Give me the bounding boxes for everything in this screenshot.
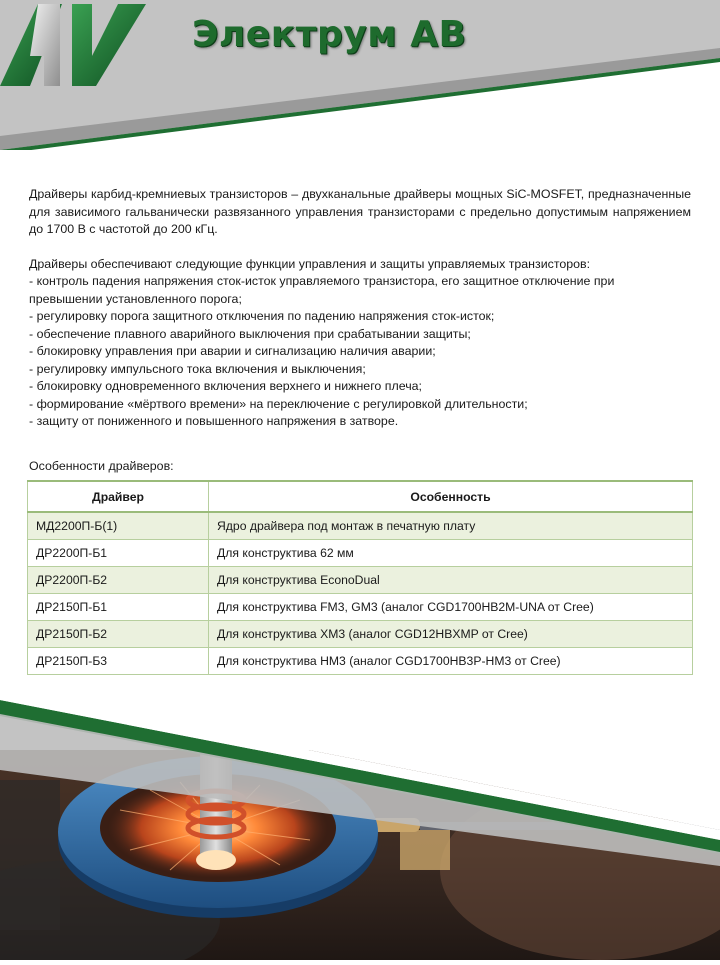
list-item: - обеспечение плавного аварийного выключения при срабатывании защиты;: [29, 326, 471, 341]
logo-icon: [0, 0, 150, 90]
driver-cell: МД2200П-Б(1): [28, 512, 209, 540]
driver-cell: ДР2150П-Б1: [28, 594, 209, 621]
table-row: [28, 621, 693, 648]
page-header: [0, 0, 720, 150]
features-table: [27, 480, 693, 675]
feature-cell: Для конструктива FM3, GM3 (аналог CGD1700HB2M-UNA от Cree): [209, 594, 693, 621]
feature-cell: Для конструктива 62 мм: [209, 540, 693, 567]
table-row: [28, 512, 693, 540]
table-row: [28, 594, 693, 621]
driver-cell: ДР2200П-Б1: [28, 540, 209, 567]
feature-cell: Ядро драйвера под монтаж в печатную плату: [209, 512, 693, 540]
list-item: - регулировку порога защитного отключения по падению напряжения сток-исток;: [29, 309, 495, 323]
main-content: [29, 186, 691, 431]
table-row: [28, 648, 693, 675]
list-item: - регулировку импульсного тока включения и выключения;: [29, 361, 366, 376]
list-item: - блокировку одновременного включения верхнего и нижнего плеча;: [29, 379, 422, 393]
list-item: - контроль падения напряжения сток-исток управляемого транзистора, его защитное отключение при превышении установленного порога;: [29, 274, 615, 306]
footer-banner: [0, 690, 720, 960]
driver-cell: ДР2150П-Б3: [28, 648, 209, 675]
driver-cell: ДР2150П-Б2: [28, 621, 209, 648]
column-header-driver: Драйвер: [28, 481, 209, 512]
induction-heating-image: [0, 690, 720, 960]
list-item: - формирование «мёртвого времени» на переключение с регулировкой длительности;: [29, 396, 528, 411]
feature-cell: Для конструктива XM3 (аналог CGD12HBXMP от Cree): [209, 621, 693, 648]
functions-list: [29, 273, 691, 431]
column-header-feature: Особенность: [209, 481, 693, 512]
functions-intro: Драйверы обеспечивают следующие функции управления и защиты управляемых транзисторов:: [29, 256, 591, 271]
list-item: - защиту от пониженного и повышенного напряжения в затворе.: [29, 414, 399, 428]
company-name: Электрум АВ: [192, 14, 467, 55]
feature-cell: Для конструктива EconoDual: [209, 567, 693, 594]
features-label: Особенности драйверов:: [29, 459, 174, 473]
table-row: [28, 540, 693, 567]
list-item: - блокировку управления при аварии и сигнализацию наличия аварии;: [29, 344, 436, 358]
driver-cell: ДР2200П-Б2: [28, 567, 209, 594]
feature-cell: Для конструктива HM3 (аналог CGD1700HB3P-HM3 от Cree): [209, 648, 693, 675]
table-header-row: [28, 481, 693, 512]
intro-paragraph: Драйверы карбид-кремниевых транзисторов – двухканальные драйверы мощных SiC-MOSFET, предназначенные для зависимого гальванически развязанного управления транзисторами с предельно допустимым напряжением до 1700 В с частотой до 200 кГц.: [29, 187, 691, 236]
table-row: [28, 567, 693, 594]
